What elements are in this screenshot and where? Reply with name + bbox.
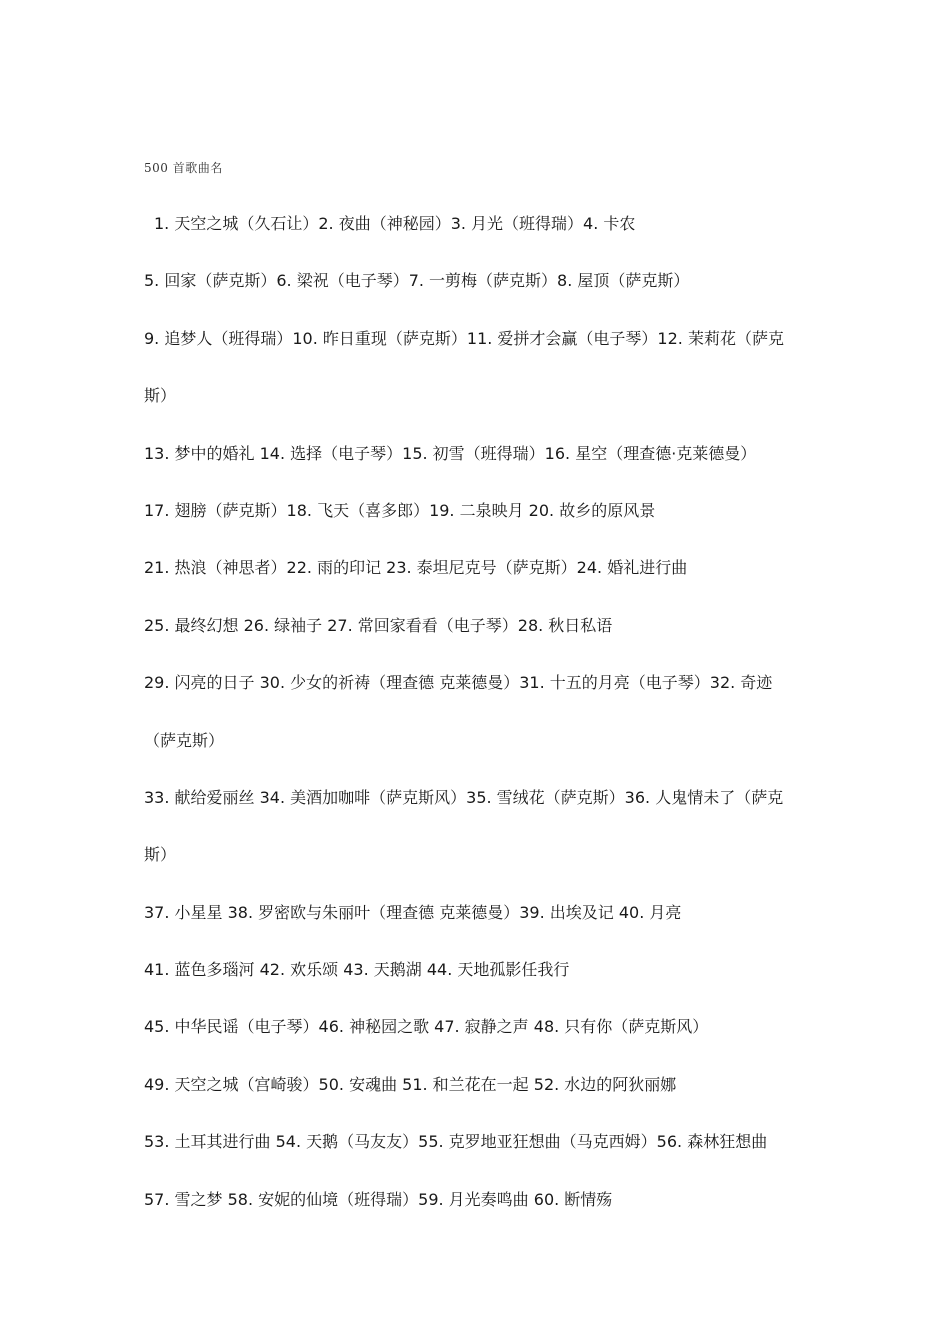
song-list-line: 49. 天空之城（宫崎骏）50. 安魂曲 51. 和兰花在一起 52. 水边的阿狄丽娜 [144,1074,677,1094]
song-list-line: 29. 闪亮的日子 30. 少女的祈祷（理查德 克莱德曼）31. 十五的月亮（电子琴）32. 奇迹 [144,673,773,693]
song-list-line: 53. 土耳其进行曲 54. 天鹅（马友友）55. 克罗地亚狂想曲（马克西姆）56. 森林狂想曲 [144,1132,768,1152]
song-list-line: 斯） [144,845,177,865]
song-list-line: 21. 热浪（神思者）22. 雨的印记 23. 泰坦尼克号（萨克斯）24. 婚礼进行曲 [144,558,688,578]
song-list-line: 13. 梦中的婚礼 14. 选择（电子琴）15. 初雪（班得瑞）16. 星空（理查德·克莱德曼） [144,443,757,463]
song-list-line: 17. 翅膀（萨克斯）18. 飞天（喜多郎）19. 二泉映月 20. 故乡的原风景 [144,500,656,520]
song-list-line: 41. 蓝色多瑙河 42. 欢乐颂 43. 天鹅湖 44. 天地孤影任我行 [144,960,570,980]
document-heading: 500 首歌曲名 [144,161,223,175]
song-list-line: 25. 最终幻想 26. 绿袖子 27. 常回家看看（电子琴）28. 秋日私语 [144,615,613,635]
song-list [144,195,824,1228]
song-list-line: 33. 献给爱丽丝 34. 美酒加咖啡（萨克斯风）35. 雪绒花（萨克斯）36. 人鬼情未了（萨克 [144,787,784,807]
song-list-line: 45. 中华民谣（电子琴）46. 神秘园之歌 47. 寂静之声 48. 只有你（萨克斯风） [144,1017,709,1037]
song-list-line: 57. 雪之梦 58. 安妮的仙境（班得瑞）59. 月光奏鸣曲 60. 断情殇 [144,1189,613,1209]
song-list-line: 37. 小星星 38. 罗密欧与朱丽叶（理查德 克莱德曼）39. 出埃及记 40. 月亮 [144,902,682,922]
song-list-line: 5. 回家（萨克斯）6. 梁祝（电子琴）7. 一剪梅（萨克斯）8. 屋顶（萨克斯） [144,271,690,291]
song-list-line: 9. 追梦人（班得瑞）10. 昨日重现（萨克斯）11. 爱拼才会赢（电子琴）12. 茉莉花（萨克 [144,328,784,348]
song-list-line: （萨克斯） [144,730,225,750]
song-list-line: 1. 天空之城（久石让）2. 夜曲（神秘园）3. 月光（班得瑞）4. 卡农 [154,214,636,233]
song-list-line: 斯） [144,386,177,406]
